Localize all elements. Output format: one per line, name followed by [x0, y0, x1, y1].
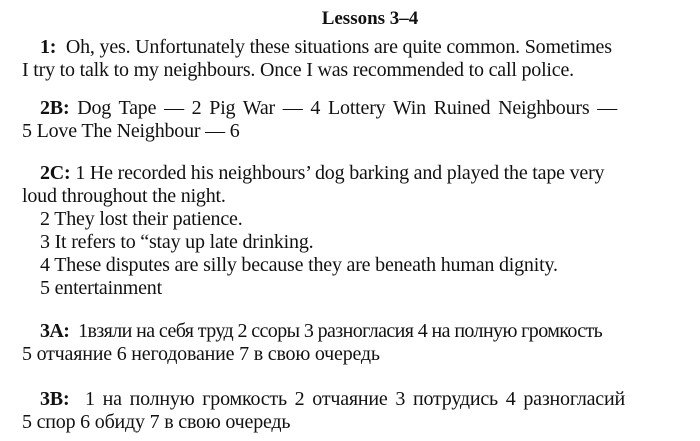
- answer-text: I try to talk to my neighbours. Once I was recommended to call police.: [22, 59, 574, 81]
- answer-text: 5 отчаяние 6 негодование 7 в свою очередь: [22, 343, 380, 365]
- answer-text: Oh, yes. Unfortunately these situations are quite common. Sometimes: [65, 36, 612, 58]
- answer-text: Dog Tape — 2 Pig War — 4 Lottery Win Ruined Neighbours —: [77, 97, 618, 119]
- answer-label: 2B:: [40, 97, 70, 119]
- answer-text: 1взяли на себя труд 2 ссоры 3 разногласия 4 на полную громкость: [78, 320, 603, 342]
- answer-text: 4 These disputes are silly because they are beneath human dignity.: [40, 254, 558, 276]
- answer-label: 1:: [40, 36, 57, 58]
- answer-label: 3B:: [40, 388, 70, 410]
- answer-label: 3A:: [40, 320, 70, 342]
- answer-text: 1 He recorded his neighbours’ dog barking and played the tape very: [75, 162, 605, 184]
- answer-text: 1 на полную громкость 2 отчаяние 3 потрудись 4 разногласий: [85, 388, 625, 410]
- answer-text: 5 Love The Neighbour — 6: [22, 120, 240, 142]
- answer-label: 2C:: [40, 162, 71, 184]
- answer-text: 2 They lost their patience.: [40, 208, 243, 230]
- answer-text: loud throughout the night.: [22, 185, 226, 207]
- answer-text: 5 спор 6 обиду 7 в свою очередь: [22, 411, 291, 433]
- answer-text: 5 entertainment: [40, 277, 162, 299]
- answer-text: 3 It refers to “stay up late drinking.: [40, 231, 314, 253]
- page-title: Lessons 3–4: [321, 8, 419, 29]
